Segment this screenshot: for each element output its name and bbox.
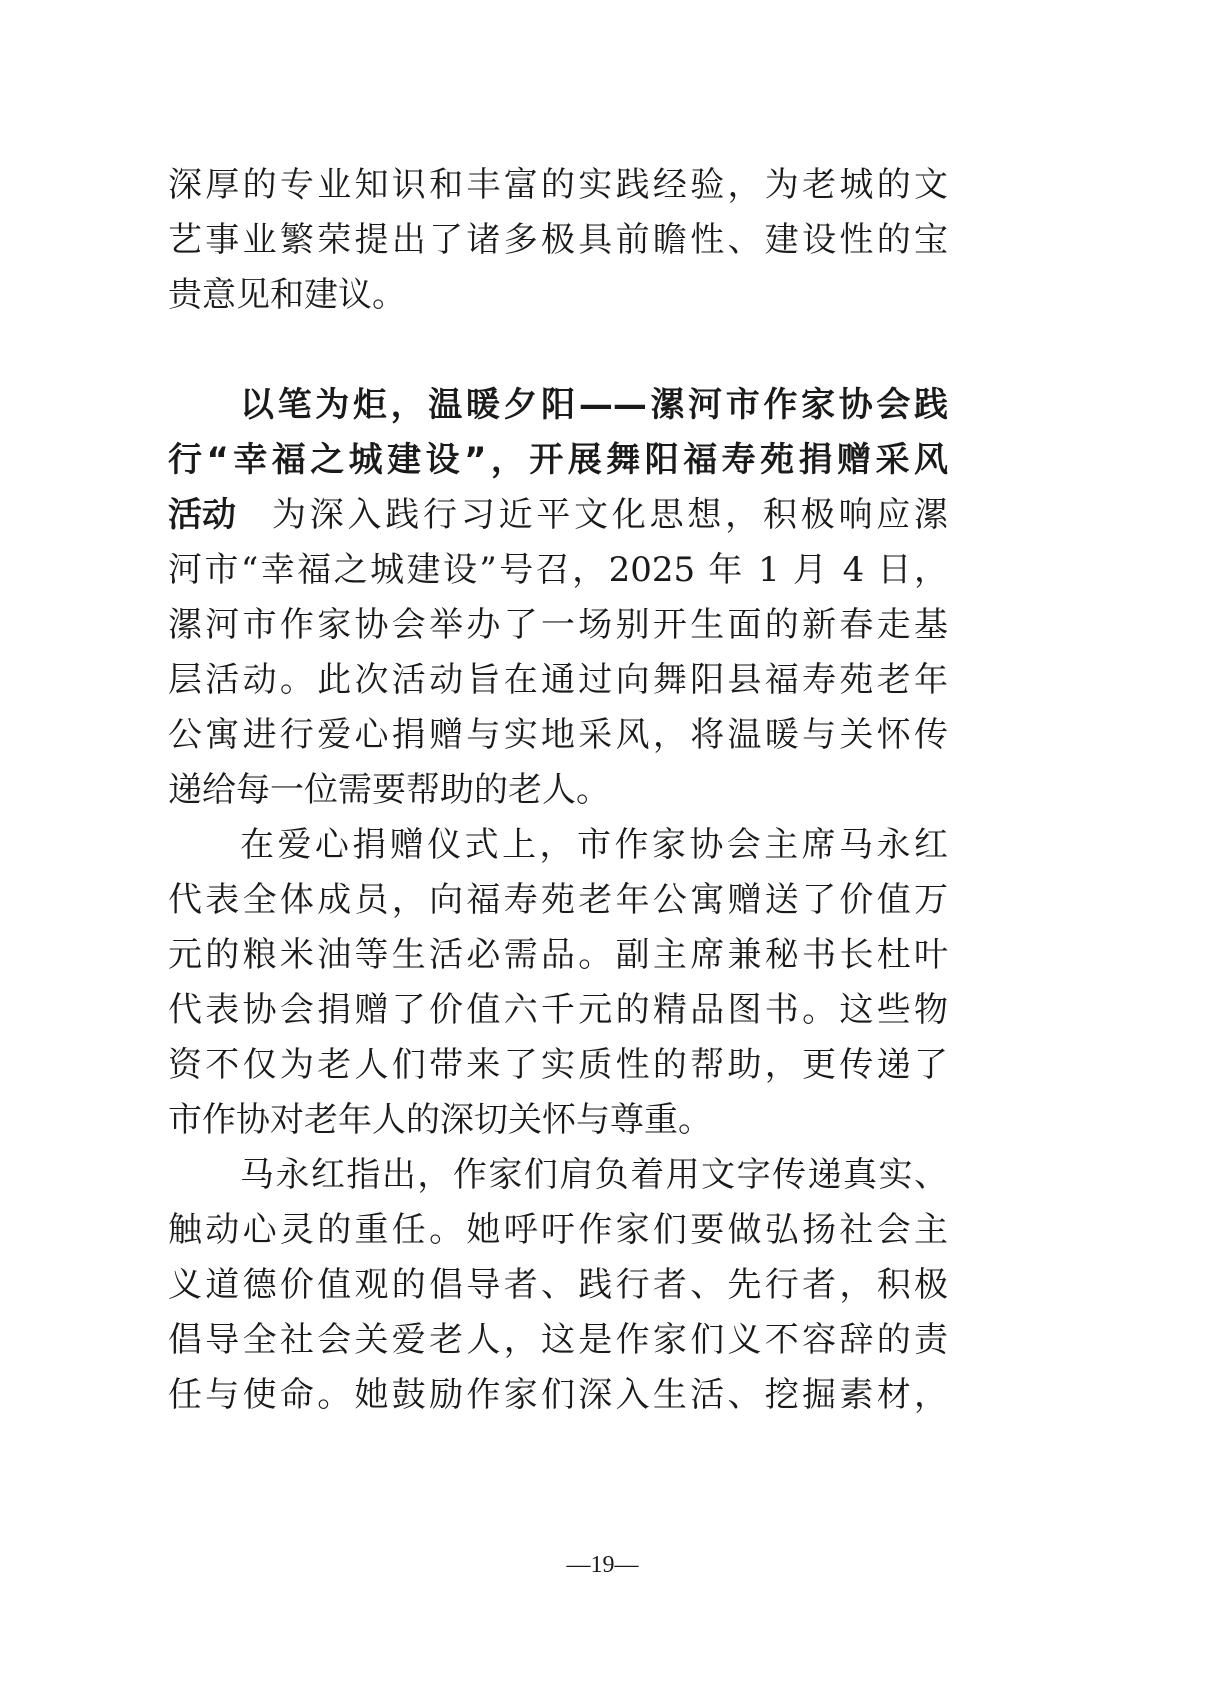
paragraph-lead-in: 为深入践行习近平文化思想，积极响应漯 bbox=[272, 495, 948, 535]
page-number: —19— bbox=[566, 1552, 639, 1578]
paragraph-line: 漯河市作家协会举办了一场别开生面的新春走基 bbox=[168, 605, 948, 645]
article-section bbox=[168, 378, 948, 1423]
paragraph-line: 艺事业繁荣提出了诸多极具前瞻性、建设性的宝 bbox=[168, 220, 948, 260]
paragraph-line: 倡导全社会关爱老人，这是作家们义不容辞的责 bbox=[168, 1320, 948, 1360]
paragraph-line: 市作协对老年人的深切关怀与尊重。 bbox=[168, 1100, 712, 1140]
paragraph-line: 马永红指出，作家们肩负着用文字传递真实、 bbox=[240, 1155, 948, 1195]
paragraph-line: 代表协会捐赠了价值六千元的精品图书。这些物 bbox=[168, 990, 948, 1030]
heading-and-lead-line bbox=[168, 488, 948, 543]
paragraph-line: 层活动。此次活动旨在通过向舞阳县福寿苑老年 bbox=[168, 660, 948, 700]
paragraph-line: 触动心灵的重任。她呼吁作家们要做弘扬社会主 bbox=[168, 1210, 948, 1250]
article-heading-line: 以笔为炬，温暖夕阳——漯河市作家协会践 bbox=[240, 385, 948, 425]
paragraph-line: 递给每一位需要帮助的老人。 bbox=[168, 770, 610, 810]
article-heading-line: 活动 bbox=[168, 495, 236, 535]
paragraph-line: 深厚的专业知识和丰富的实践经验，为老城的文 bbox=[168, 165, 948, 205]
paragraph-line: 资不仅为老人们带来了实质性的帮助，更传递了 bbox=[168, 1045, 948, 1085]
paragraph-line: 在爱心捐赠仪式上，市作家协会主席马永红 bbox=[240, 825, 948, 865]
paragraph-line: 义道德价值观的倡导者、践行者、先行者，积极 bbox=[168, 1265, 948, 1305]
paragraph-line: 贵意见和建议。 bbox=[168, 275, 406, 315]
article-heading-line: 行“幸福之城建设”，开展舞阳福寿苑捐赠采风 bbox=[168, 440, 948, 480]
paragraph-line: 元的粮米油等生活必需品。副主席兼秘书长杜叶 bbox=[168, 935, 948, 975]
paragraph-line: 任与使命。她鼓励作家们深入生活、挖掘素材， bbox=[168, 1375, 948, 1415]
paragraph-line: 公寓进行爱心捐赠与实地采风，将温暖与关怀传 bbox=[168, 715, 948, 755]
paragraph-line: 河市“幸福之城建设”号召，2025 年 1 月 4 日， bbox=[168, 550, 948, 590]
continuation-paragraph bbox=[168, 158, 948, 323]
paragraph-line: 代表全体成员，向福寿苑老年公寓赠送了价值万 bbox=[168, 880, 948, 920]
